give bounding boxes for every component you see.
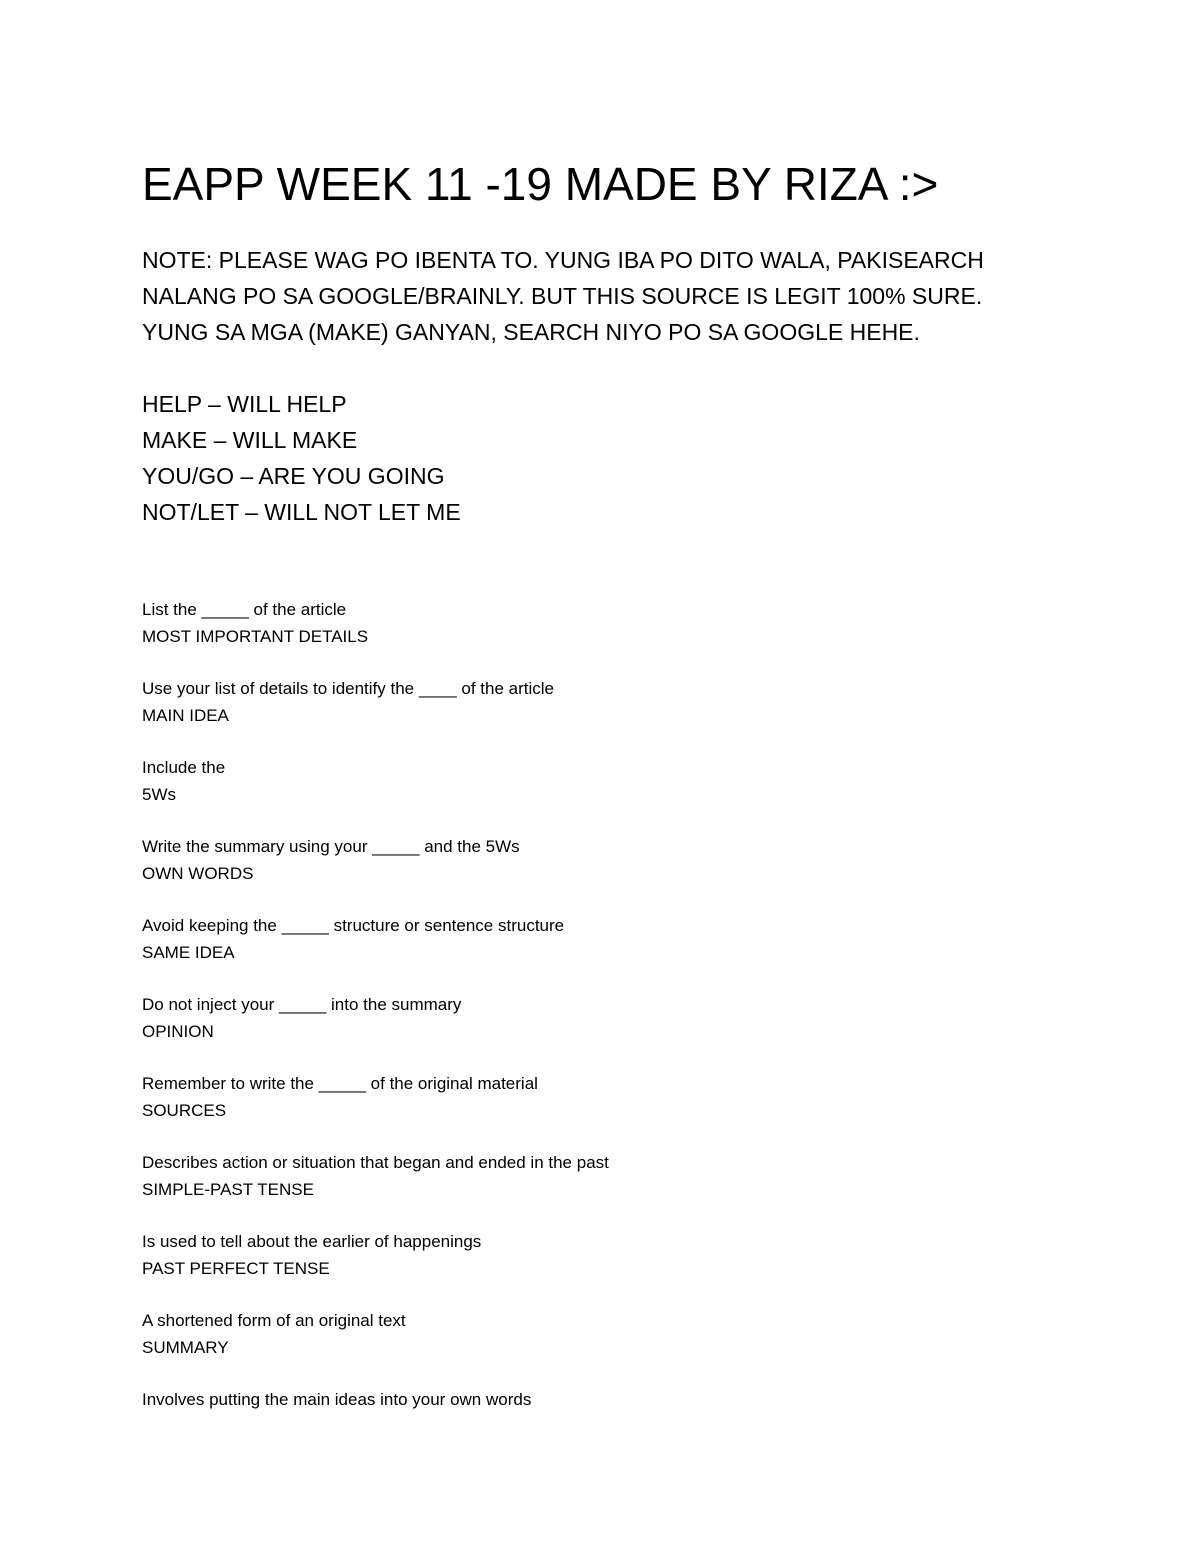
answer-text: SOURCES [142,1101,227,1120]
question-text: Describes action or situation that began and ended in the past [142,1153,609,1172]
answer-text: OPINION [142,1022,214,1041]
qa-item [142,912,1082,966]
answer-text: SAME IDEA [142,943,235,962]
question-text: List the _____ of the article [142,600,347,619]
question-text: Do not inject your _____ into the summary [142,995,462,1014]
question-text: Is used to tell about the earlier of happenings [142,1232,482,1251]
verb-form-item: MAKE – WILL MAKE [142,427,358,453]
question-text: Use your list of details to identify the ____ of the article [142,679,555,698]
qa-item [142,991,1082,1045]
verb-form-item: YOU/GO – ARE YOU GOING [142,463,445,489]
question-text: A shortened form of an original text [142,1311,406,1330]
question-text: Write the summary using your _____ and the 5Ws [142,837,520,856]
qa-item [142,1070,1082,1124]
question-text: Involves putting the main ideas into your own words [142,1390,532,1409]
answer-text: SIMPLE-PAST TENSE [142,1180,314,1199]
note-line: YUNG SA MGA (MAKE) GANYAN, SEARCH NIYO PO SA GOOGLE HEHE. [142,319,920,345]
verb-form-item: NOT/LET – WILL NOT LET ME [142,499,461,525]
note-line: NOTE: PLEASE WAG PO IBENTA TO. YUNG IBA PO DITO WALA, PAKISEARCH [142,247,984,273]
answer-text: OWN WORDS [142,864,254,883]
question-text: Remember to write the _____ of the original material [142,1074,538,1093]
qa-item [142,675,1082,729]
qa-item [142,1228,1082,1282]
question-text: Include the [142,758,226,777]
qa-item [142,833,1082,887]
verb-forms-list [142,386,1082,530]
answer-text: PAST PERFECT TENSE [142,1259,330,1278]
note-paragraph [142,242,1082,350]
question-answer-list [142,596,1082,1413]
note-line: NALANG PO SA GOOGLE/BRAINLY. BUT THIS SOURCE IS LEGIT 100% SURE. [142,283,983,309]
question-text: Avoid keeping the _____ structure or sentence structure [142,916,565,935]
document-title: EAPP WEEK 11 -19 MADE BY RIZA :> [142,158,939,210]
qa-item [142,596,1082,650]
document-content [142,152,1082,1438]
qa-item [142,1307,1082,1361]
answer-text: SUMMARY [142,1338,229,1357]
qa-item [142,1386,1082,1413]
answer-text: MAIN IDEA [142,706,229,725]
answer-text: MOST IMPORTANT DETAILS [142,627,369,646]
answer-text: 5Ws [142,785,176,804]
qa-item [142,754,1082,808]
qa-item [142,1149,1082,1203]
verb-form-item: HELP – WILL HELP [142,391,347,417]
